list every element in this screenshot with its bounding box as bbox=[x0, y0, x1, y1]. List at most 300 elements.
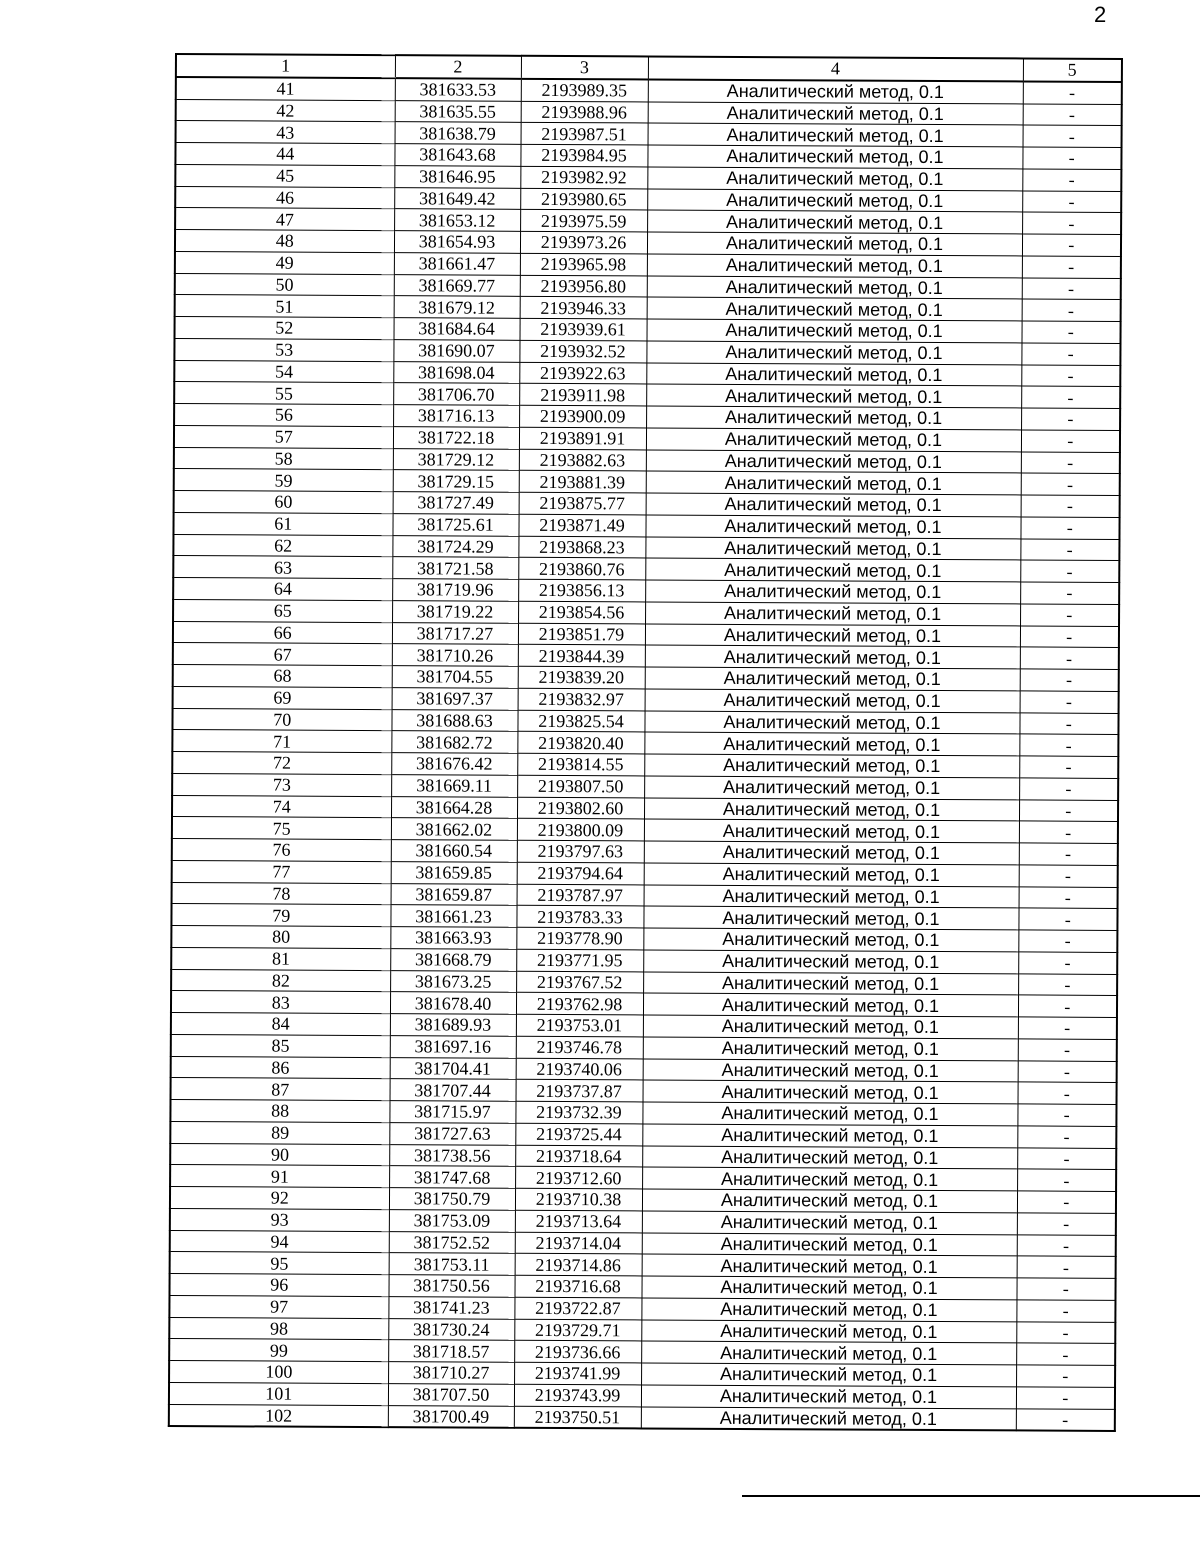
x-coordinate-cell: 381678.40 bbox=[390, 992, 516, 1014]
x-coordinate-cell: 381661.47 bbox=[394, 252, 520, 274]
x-coordinate-cell: 381661.23 bbox=[390, 905, 516, 927]
note-cell: - bbox=[1020, 582, 1119, 604]
point-number-cell: 89 bbox=[170, 1121, 389, 1144]
note-cell: - bbox=[1017, 1169, 1116, 1191]
y-coordinate-cell: 2193762.98 bbox=[516, 993, 643, 1015]
point-number-cell: 48 bbox=[175, 230, 394, 253]
point-number-cell: 98 bbox=[169, 1317, 388, 1340]
method-cell: Аналитический метод, 0.1 bbox=[642, 1211, 1017, 1235]
y-coordinate-cell: 2193797.63 bbox=[517, 840, 644, 862]
method-cell: Аналитический метод, 0.1 bbox=[647, 232, 1022, 256]
x-coordinate-cell: 381738.56 bbox=[389, 1144, 515, 1166]
method-cell: Аналитический метод, 0.1 bbox=[648, 79, 1023, 103]
x-coordinate-cell: 381719.96 bbox=[392, 579, 518, 601]
point-number-cell: 76 bbox=[172, 838, 391, 861]
point-number-cell: 65 bbox=[173, 599, 392, 622]
method-cell: Аналитический метод, 0.1 bbox=[642, 1189, 1017, 1213]
method-cell: Аналитический метод, 0.1 bbox=[646, 384, 1021, 408]
method-cell: Аналитический метод, 0.1 bbox=[647, 188, 1022, 212]
x-coordinate-cell: 381646.95 bbox=[394, 165, 520, 187]
x-coordinate-cell: 381717.27 bbox=[392, 622, 518, 644]
note-cell: - bbox=[1022, 169, 1121, 191]
x-coordinate-cell: 381704.41 bbox=[390, 1057, 516, 1079]
method-cell: Аналитический метод, 0.1 bbox=[644, 884, 1019, 908]
method-cell: Аналитический метод, 0.1 bbox=[641, 1406, 1016, 1430]
note-cell: - bbox=[1022, 299, 1121, 321]
point-number-cell: 100 bbox=[169, 1360, 388, 1383]
note-cell: - bbox=[1023, 103, 1122, 125]
y-coordinate-cell: 2193778.90 bbox=[516, 927, 643, 949]
y-coordinate-cell: 2193783.33 bbox=[516, 906, 643, 928]
y-coordinate-cell: 2193932.52 bbox=[519, 340, 646, 362]
y-coordinate-cell: 2193710.38 bbox=[515, 1188, 642, 1210]
note-cell: - bbox=[1019, 821, 1118, 843]
note-cell: - bbox=[1017, 1256, 1116, 1278]
method-cell: Аналитический метод, 0.1 bbox=[642, 1124, 1017, 1148]
x-coordinate-cell: 381725.61 bbox=[392, 513, 518, 535]
point-number-cell: 91 bbox=[170, 1165, 389, 1188]
x-coordinate-cell: 381633.53 bbox=[395, 78, 521, 101]
x-coordinate-cell: 381676.42 bbox=[391, 753, 517, 775]
point-number-cell: 63 bbox=[173, 556, 392, 579]
point-number-cell: 79 bbox=[171, 904, 390, 927]
y-coordinate-cell: 2193832.97 bbox=[518, 688, 645, 710]
note-cell: - bbox=[1019, 886, 1118, 908]
y-coordinate-cell: 2193753.01 bbox=[516, 1014, 643, 1036]
x-coordinate-cell: 381719.22 bbox=[392, 600, 518, 622]
x-coordinate-cell: 381752.52 bbox=[389, 1231, 515, 1253]
y-coordinate-cell: 2193714.04 bbox=[515, 1232, 642, 1254]
method-cell: Аналитический метод, 0.1 bbox=[646, 406, 1021, 430]
note-cell: - bbox=[1018, 1039, 1117, 1061]
point-number-cell: 101 bbox=[169, 1382, 388, 1405]
point-number-cell: 85 bbox=[171, 1034, 390, 1057]
note-cell: - bbox=[1018, 1017, 1117, 1039]
x-coordinate-cell: 381697.16 bbox=[390, 1035, 516, 1057]
x-coordinate-cell: 381659.85 bbox=[391, 861, 517, 883]
point-number-cell: 71 bbox=[172, 730, 391, 753]
note-cell: - bbox=[1018, 952, 1117, 974]
y-coordinate-cell: 2193771.95 bbox=[516, 949, 643, 971]
note-cell: - bbox=[1023, 81, 1122, 104]
y-coordinate-cell: 2193871.49 bbox=[518, 514, 645, 536]
note-cell: - bbox=[1016, 1343, 1115, 1365]
note-cell: - bbox=[1017, 1234, 1116, 1256]
method-cell: Аналитический метод, 0.1 bbox=[644, 754, 1019, 778]
x-coordinate-cell: 381643.68 bbox=[394, 144, 520, 166]
point-number-cell: 90 bbox=[170, 1143, 389, 1166]
note-cell: - bbox=[1019, 778, 1118, 800]
method-cell: Аналитический метод, 0.1 bbox=[646, 428, 1021, 452]
x-coordinate-cell: 381653.12 bbox=[394, 209, 520, 231]
y-coordinate-cell: 2193746.78 bbox=[516, 1036, 643, 1058]
method-cell: Аналитический метод, 0.1 bbox=[642, 1145, 1017, 1169]
note-cell: - bbox=[1017, 1126, 1116, 1148]
x-coordinate-cell: 381638.79 bbox=[395, 122, 521, 144]
y-coordinate-cell: 2193722.87 bbox=[514, 1297, 641, 1319]
x-coordinate-cell: 381722.18 bbox=[393, 426, 519, 448]
method-cell: Аналитический метод, 0.1 bbox=[645, 558, 1020, 582]
y-coordinate-cell: 2193729.71 bbox=[514, 1319, 641, 1341]
x-coordinate-cell: 381750.56 bbox=[388, 1275, 514, 1297]
y-coordinate-cell: 2193807.50 bbox=[517, 775, 644, 797]
y-coordinate-cell: 2193814.55 bbox=[517, 753, 644, 775]
note-cell: - bbox=[1018, 930, 1117, 952]
method-cell: Аналитический метод, 0.1 bbox=[644, 710, 1019, 734]
note-cell: - bbox=[1020, 647, 1119, 669]
point-number-cell: 93 bbox=[170, 1208, 389, 1231]
x-coordinate-cell: 381704.55 bbox=[392, 666, 518, 688]
point-number-cell: 83 bbox=[171, 991, 390, 1014]
x-coordinate-cell: 381707.50 bbox=[388, 1383, 514, 1405]
x-coordinate-cell: 381663.93 bbox=[390, 927, 516, 949]
x-coordinate-cell: 381668.79 bbox=[390, 948, 516, 970]
y-coordinate-cell: 2193911.98 bbox=[519, 384, 646, 406]
method-cell: Аналитический метод, 0.1 bbox=[646, 493, 1021, 517]
x-coordinate-cell: 381710.26 bbox=[392, 644, 518, 666]
x-coordinate-cell: 381729.12 bbox=[393, 448, 519, 470]
x-coordinate-cell: 381741.23 bbox=[388, 1296, 514, 1318]
point-number-cell: 42 bbox=[176, 99, 395, 122]
point-number-cell: 43 bbox=[176, 121, 395, 144]
x-coordinate-cell: 381700.49 bbox=[388, 1405, 514, 1428]
method-cell: Аналитический метод, 0.1 bbox=[643, 993, 1018, 1017]
y-coordinate-cell: 2193854.56 bbox=[518, 601, 645, 623]
note-cell: - bbox=[1022, 234, 1121, 256]
y-coordinate-cell: 2193868.23 bbox=[518, 536, 645, 558]
point-number-cell: 62 bbox=[173, 534, 392, 557]
note-cell: - bbox=[1020, 538, 1119, 560]
method-cell: Аналитический метод, 0.1 bbox=[646, 449, 1021, 473]
point-number-cell: 59 bbox=[174, 469, 393, 492]
note-cell: - bbox=[1020, 691, 1119, 713]
x-coordinate-cell: 381724.29 bbox=[392, 535, 518, 557]
point-number-cell: 45 bbox=[175, 164, 394, 187]
y-coordinate-cell: 2193767.52 bbox=[516, 971, 643, 993]
point-number-cell: 88 bbox=[170, 1099, 389, 1122]
y-coordinate-cell: 2193875.77 bbox=[519, 492, 646, 514]
x-coordinate-cell: 381669.77 bbox=[394, 274, 520, 296]
note-cell: - bbox=[1023, 125, 1122, 147]
y-coordinate-cell: 2193737.87 bbox=[516, 1080, 643, 1102]
method-cell: Аналитический метод, 0.1 bbox=[645, 689, 1020, 713]
header-cell-3: 3 bbox=[521, 56, 648, 79]
note-cell: - bbox=[1016, 1365, 1115, 1387]
y-coordinate-cell: 2193740.06 bbox=[516, 1058, 643, 1080]
y-coordinate-cell: 2193725.44 bbox=[515, 1123, 642, 1145]
note-cell: - bbox=[1017, 1213, 1116, 1235]
point-number-cell: 94 bbox=[170, 1230, 389, 1253]
note-cell: - bbox=[1021, 408, 1120, 430]
point-number-cell: 73 bbox=[172, 773, 391, 796]
method-cell: Аналитический метод, 0.1 bbox=[645, 602, 1020, 626]
point-number-cell: 102 bbox=[169, 1404, 388, 1427]
y-coordinate-cell: 2193825.54 bbox=[517, 710, 644, 732]
method-cell: Аналитический метод, 0.1 bbox=[647, 145, 1022, 169]
coordinates-table bbox=[168, 53, 1123, 1432]
x-coordinate-cell: 381664.28 bbox=[391, 796, 517, 818]
point-number-cell: 60 bbox=[174, 490, 393, 513]
x-coordinate-cell: 381716.13 bbox=[393, 405, 519, 427]
method-cell: Аналитический метод, 0.1 bbox=[648, 123, 1023, 147]
note-cell: - bbox=[1021, 364, 1120, 386]
point-number-cell: 68 bbox=[173, 664, 392, 687]
y-coordinate-cell: 2193881.39 bbox=[519, 471, 646, 493]
method-cell: Аналитический метод, 0.1 bbox=[646, 341, 1021, 365]
y-coordinate-cell: 2193989.35 bbox=[521, 79, 648, 102]
note-cell: - bbox=[1022, 147, 1121, 169]
y-coordinate-cell: 2193965.98 bbox=[520, 253, 647, 275]
x-coordinate-cell: 381706.70 bbox=[393, 383, 519, 405]
method-cell: Аналитический метод, 0.1 bbox=[644, 819, 1019, 843]
y-coordinate-cell: 2193882.63 bbox=[519, 449, 646, 471]
y-coordinate-cell: 2193946.33 bbox=[520, 297, 647, 319]
x-coordinate-cell: 381697.37 bbox=[392, 687, 518, 709]
method-cell: Аналитический метод, 0.1 bbox=[644, 841, 1019, 865]
x-coordinate-cell: 381669.11 bbox=[391, 774, 517, 796]
y-coordinate-cell: 2193982.92 bbox=[520, 166, 647, 188]
point-number-cell: 87 bbox=[171, 1078, 390, 1101]
y-coordinate-cell: 2193844.39 bbox=[518, 645, 645, 667]
x-coordinate-cell: 381729.15 bbox=[393, 470, 519, 492]
y-coordinate-cell: 2193984.95 bbox=[520, 144, 647, 166]
y-coordinate-cell: 2193712.60 bbox=[515, 1167, 642, 1189]
method-cell: Аналитический метод, 0.1 bbox=[643, 1037, 1018, 1061]
page-number: 2 bbox=[1094, 2, 1107, 27]
note-cell: - bbox=[1022, 277, 1121, 299]
point-number-cell: 56 bbox=[174, 404, 393, 427]
x-coordinate-cell: 381698.04 bbox=[393, 361, 519, 383]
method-cell: Аналитический метод, 0.1 bbox=[645, 536, 1020, 560]
note-cell: - bbox=[1016, 1387, 1115, 1409]
y-coordinate-cell: 2193718.64 bbox=[515, 1145, 642, 1167]
y-coordinate-cell: 2193716.68 bbox=[514, 1275, 641, 1297]
y-coordinate-cell: 2193741.99 bbox=[514, 1362, 641, 1384]
header-cell-2: 2 bbox=[395, 55, 521, 78]
table-body bbox=[169, 77, 1122, 1431]
note-cell: - bbox=[1017, 1104, 1116, 1126]
x-coordinate-cell: 381721.58 bbox=[392, 557, 518, 579]
point-number-cell: 97 bbox=[169, 1295, 388, 1318]
note-cell: - bbox=[1018, 908, 1117, 930]
y-coordinate-cell: 2193900.09 bbox=[519, 405, 646, 427]
point-number-cell: 57 bbox=[174, 425, 393, 448]
note-cell: - bbox=[1020, 560, 1119, 582]
method-cell: Аналитический метод, 0.1 bbox=[643, 1058, 1018, 1082]
y-coordinate-cell: 2193851.79 bbox=[518, 623, 645, 645]
point-number-cell: 69 bbox=[173, 686, 392, 709]
point-number-cell: 92 bbox=[170, 1186, 389, 1209]
point-number-cell: 55 bbox=[174, 382, 393, 405]
method-cell: Аналитический метод, 0.1 bbox=[646, 319, 1021, 343]
note-cell: - bbox=[1022, 212, 1121, 234]
point-number-cell: 41 bbox=[176, 77, 395, 100]
method-cell: Аналитический метод, 0.1 bbox=[644, 776, 1019, 800]
method-cell: Аналитический метод, 0.1 bbox=[644, 863, 1019, 887]
note-cell: - bbox=[1021, 321, 1120, 343]
method-cell: Аналитический метод, 0.1 bbox=[642, 1102, 1017, 1126]
y-coordinate-cell: 2193860.76 bbox=[518, 558, 645, 580]
method-cell: Аналитический метод, 0.1 bbox=[647, 167, 1022, 191]
x-coordinate-cell: 381660.54 bbox=[391, 840, 517, 862]
note-cell: - bbox=[1022, 256, 1121, 278]
point-number-cell: 54 bbox=[174, 360, 393, 383]
method-cell: Аналитический метод, 0.1 bbox=[642, 1232, 1017, 1256]
point-number-cell: 67 bbox=[173, 643, 392, 666]
y-coordinate-cell: 2193939.61 bbox=[520, 318, 647, 340]
method-cell: Аналитический метод, 0.1 bbox=[642, 1167, 1017, 1191]
y-coordinate-cell: 2193820.40 bbox=[517, 732, 644, 754]
note-cell: - bbox=[1017, 1147, 1116, 1169]
x-coordinate-cell: 381707.44 bbox=[390, 1079, 516, 1101]
x-coordinate-cell: 381635.55 bbox=[395, 100, 521, 122]
method-cell: Аналитический метод, 0.1 bbox=[647, 297, 1022, 321]
y-coordinate-cell: 2193787.97 bbox=[517, 884, 644, 906]
x-coordinate-cell: 381727.63 bbox=[389, 1122, 515, 1144]
method-cell: Аналитический метод, 0.1 bbox=[646, 362, 1021, 386]
note-cell: - bbox=[1021, 473, 1120, 495]
y-coordinate-cell: 2193839.20 bbox=[518, 666, 645, 688]
point-number-cell: 96 bbox=[169, 1273, 388, 1296]
x-coordinate-cell: 381710.27 bbox=[388, 1362, 514, 1384]
method-cell: Аналитический метод, 0.1 bbox=[641, 1363, 1016, 1387]
note-cell: - bbox=[1020, 669, 1119, 691]
method-cell: Аналитический метод, 0.1 bbox=[644, 797, 1019, 821]
y-coordinate-cell: 2193802.60 bbox=[517, 797, 644, 819]
method-cell: Аналитический метод, 0.1 bbox=[643, 928, 1018, 952]
method-cell: Аналитический метод, 0.1 bbox=[643, 950, 1018, 974]
point-number-cell: 47 bbox=[175, 208, 394, 231]
y-coordinate-cell: 2193736.66 bbox=[514, 1341, 641, 1363]
note-cell: - bbox=[1018, 995, 1117, 1017]
note-cell: - bbox=[1016, 1321, 1115, 1343]
note-cell: - bbox=[1020, 625, 1119, 647]
method-cell: Аналитический метод, 0.1 bbox=[647, 254, 1022, 278]
y-coordinate-cell: 2193732.39 bbox=[515, 1101, 642, 1123]
method-cell: Аналитический метод, 0.1 bbox=[641, 1341, 1016, 1365]
method-cell: Аналитический метод, 0.1 bbox=[645, 580, 1020, 604]
point-number-cell: 84 bbox=[171, 1012, 390, 1035]
x-coordinate-cell: 381718.57 bbox=[388, 1340, 514, 1362]
y-coordinate-cell: 2193891.91 bbox=[519, 427, 646, 449]
method-cell: Аналитический метод, 0.1 bbox=[645, 645, 1020, 669]
method-cell: Аналитический метод, 0.1 bbox=[648, 101, 1023, 125]
note-cell: - bbox=[1018, 973, 1117, 995]
note-cell: - bbox=[1019, 799, 1118, 821]
x-coordinate-cell: 381690.07 bbox=[393, 339, 519, 361]
x-coordinate-cell: 381673.25 bbox=[390, 970, 516, 992]
method-cell: Аналитический метод, 0.1 bbox=[646, 471, 1021, 495]
x-coordinate-cell: 381727.49 bbox=[393, 492, 519, 514]
x-coordinate-cell: 381688.63 bbox=[391, 709, 517, 731]
x-coordinate-cell: 381689.93 bbox=[390, 1014, 516, 1036]
y-coordinate-cell: 2193987.51 bbox=[521, 123, 648, 145]
note-cell: - bbox=[1022, 190, 1121, 212]
method-cell: Аналитический метод, 0.1 bbox=[643, 1080, 1018, 1104]
note-cell: - bbox=[1017, 1191, 1116, 1213]
point-number-cell: 53 bbox=[174, 338, 393, 361]
y-coordinate-cell: 2193714.86 bbox=[515, 1254, 642, 1276]
note-cell: - bbox=[1021, 451, 1120, 473]
y-coordinate-cell: 2193713.64 bbox=[515, 1210, 642, 1232]
x-coordinate-cell: 381662.02 bbox=[391, 818, 517, 840]
point-number-cell: 44 bbox=[175, 143, 394, 166]
x-coordinate-cell: 381753.11 bbox=[389, 1253, 515, 1275]
point-number-cell: 58 bbox=[174, 447, 393, 470]
point-number-cell: 86 bbox=[171, 1056, 390, 1079]
method-cell: Аналитический метод, 0.1 bbox=[643, 906, 1018, 930]
point-number-cell: 74 bbox=[172, 795, 391, 818]
method-cell: Аналитический метод, 0.1 bbox=[644, 732, 1019, 756]
point-number-cell: 64 bbox=[173, 577, 392, 600]
y-coordinate-cell: 2193973.26 bbox=[520, 231, 647, 253]
x-coordinate-cell: 381715.97 bbox=[389, 1101, 515, 1123]
point-number-cell: 46 bbox=[175, 186, 394, 209]
point-number-cell: 50 bbox=[175, 273, 394, 296]
x-coordinate-cell: 381750.79 bbox=[389, 1188, 515, 1210]
note-cell: - bbox=[1019, 843, 1118, 865]
y-coordinate-cell: 2193750.51 bbox=[514, 1406, 641, 1429]
method-cell: Аналитический метод, 0.1 bbox=[641, 1276, 1016, 1300]
x-coordinate-cell: 381649.42 bbox=[394, 187, 520, 209]
y-coordinate-cell: 2193988.96 bbox=[521, 101, 648, 123]
point-number-cell: 70 bbox=[172, 708, 391, 731]
note-cell: - bbox=[1020, 604, 1119, 626]
point-number-cell: 78 bbox=[172, 882, 391, 905]
note-cell: - bbox=[1019, 734, 1118, 756]
method-cell: Аналитический метод, 0.1 bbox=[641, 1319, 1016, 1343]
note-cell: - bbox=[1019, 756, 1118, 778]
method-cell: Аналитический метод, 0.1 bbox=[641, 1298, 1016, 1322]
point-number-cell: 95 bbox=[170, 1252, 389, 1275]
y-coordinate-cell: 2193980.65 bbox=[520, 188, 647, 210]
point-number-cell: 52 bbox=[175, 317, 394, 340]
footer-divider bbox=[742, 1495, 1200, 1497]
point-number-cell: 49 bbox=[175, 251, 394, 274]
header-cell-4: 4 bbox=[648, 56, 1023, 81]
y-coordinate-cell: 2193956.80 bbox=[520, 275, 647, 297]
x-coordinate-cell: 381682.72 bbox=[391, 731, 517, 753]
point-number-cell: 66 bbox=[173, 621, 392, 644]
note-cell: - bbox=[1021, 386, 1120, 408]
point-number-cell: 61 bbox=[173, 512, 392, 535]
header-cell-1: 1 bbox=[176, 54, 395, 78]
method-cell: Аналитический метод, 0.1 bbox=[647, 210, 1022, 234]
y-coordinate-cell: 2193856.13 bbox=[518, 579, 645, 601]
x-coordinate-cell: 381654.93 bbox=[394, 231, 520, 253]
table-row bbox=[169, 1404, 1115, 1431]
note-cell: - bbox=[1018, 1060, 1117, 1082]
method-cell: Аналитический метод, 0.1 bbox=[645, 515, 1020, 539]
y-coordinate-cell: 2193743.99 bbox=[514, 1384, 641, 1406]
y-coordinate-cell: 2193922.63 bbox=[519, 362, 646, 384]
x-coordinate-cell: 381659.87 bbox=[391, 883, 517, 905]
x-coordinate-cell: 381730.24 bbox=[388, 1318, 514, 1340]
point-number-cell: 80 bbox=[171, 925, 390, 948]
point-number-cell: 51 bbox=[175, 295, 394, 318]
method-cell: Аналитический метод, 0.1 bbox=[645, 623, 1020, 647]
x-coordinate-cell: 381747.68 bbox=[389, 1166, 515, 1188]
point-number-cell: 75 bbox=[172, 817, 391, 840]
note-cell: - bbox=[1019, 712, 1118, 734]
note-cell: - bbox=[1021, 495, 1120, 517]
y-coordinate-cell: 2193794.64 bbox=[517, 862, 644, 884]
note-cell: - bbox=[1020, 517, 1119, 539]
note-cell: - bbox=[1018, 1082, 1117, 1104]
note-cell: - bbox=[1016, 1278, 1115, 1300]
point-number-cell: 72 bbox=[172, 751, 391, 774]
y-coordinate-cell: 2193975.59 bbox=[520, 210, 647, 232]
